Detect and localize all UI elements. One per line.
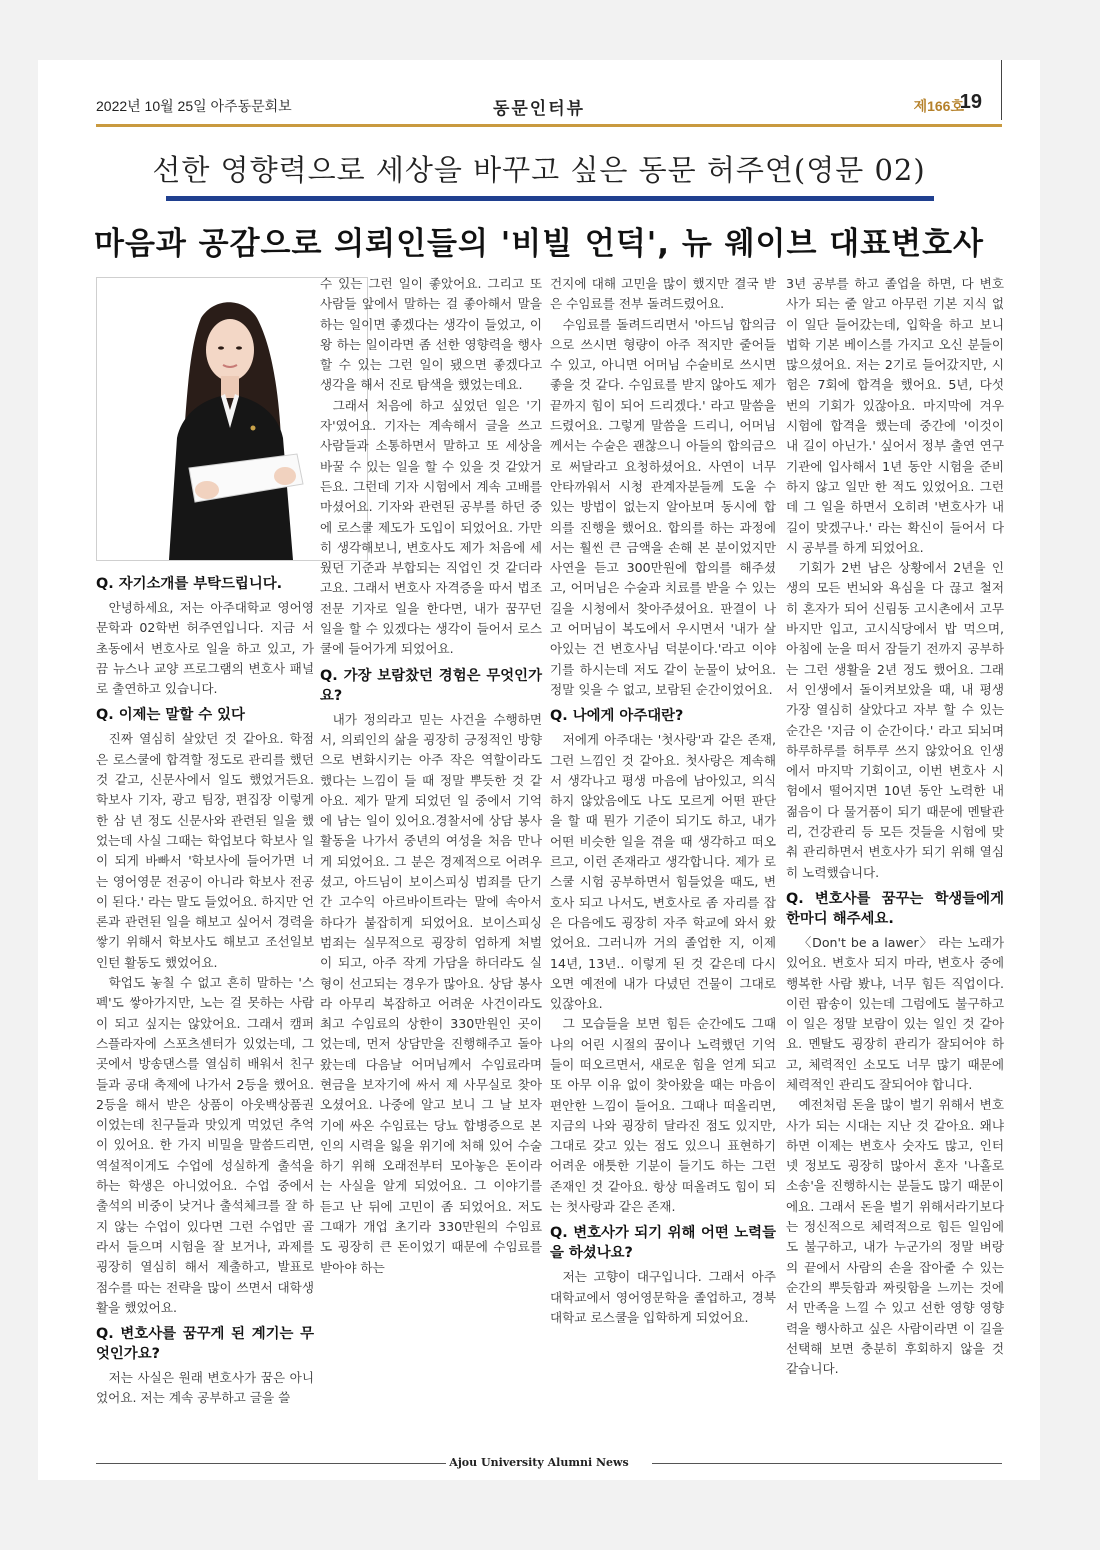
answer-paragraph: 저는 사실은 원래 변호사가 꿈은 아니었어요. 저는 계속 공부하고 글을 쓸	[96, 1370, 314, 1406]
question-heading: Q. 변호사를 꿈꾸게 된 계기는 무엇인가요?	[96, 1326, 314, 1363]
answer-paragraph: 그 모습들을 보면 힘든 순간에도 그때 나의 어린 시절의 꿈이나 노력했던 기억들이 떠오르면서, 새로운 힘을 얻게 되고 또 아무 이유 없이 찾아왔을 때는 마음이 편안한 느낌이 들어요. 그때나 떠올리면, 지금의 나와 굉장히 달라진 점도 있지만, 그대로 갖고 있는 점도 있으니 표현하기 어려운 애틋한 기분이 들기도 하는 그런 존재인 것 같아요. 항상 떠올려도 힘이 되는 첫사랑과 같은 존재.	[550, 1016, 776, 1215]
footer-publication: Ajou University Alumni News	[449, 1456, 629, 1469]
question-heading: Q. 나에게 아주대란?	[550, 708, 684, 725]
page-number: 19	[959, 91, 982, 113]
article-column-3	[550, 274, 776, 1328]
issue-number: 제166호	[913, 98, 964, 114]
answer-paragraph: 3년 공부를 하고 졸업을 하면, 다 변호사가 되는 줄 알고 아무런 기본 지식 없이 일단 들어갔는데, 입학을 하고 보니 법학 기본 베이스를 가지고 오신 분들이 많으셨어요. 저는 2기로 들어갔지만, 시험은 7회에 합격을 했어요. 5년, 다섯 번의 기회가 있잖아요. 마지막에 겨우 시험에 합격을 했는데 중간에 '이것이 내 길이 아닌가.' 싶어서 정부 출연 연구기관에 입사해서 1년 동안 시험을 준비하지 않고 일만 한 적도 있었어요. 그런데 그 일을 하면서 오히려 '변호사가 내 길이 맞겠구나.' 라는 확신이 들어서 다시 공부를 하게 되었어요.	[786, 276, 1004, 555]
answer-paragraph: 내가 정의라고 믿는 사건을 수행하면서, 의뢰인의 삶을 굉장히 긍정적인 방향으로 변화시키는 아주 작은 역할이라도 했다는 느낌이 들 때 정말 뿌듯한 것 같아요. 제가 맡게 되었던 일 중에서 기억에 남는 일이 있어요.경찰서에 상담 봉사활동을 나가서 중년의 여성을 처음 만나게 되었어요. 그 분은 경제적으로 어려우셨고, 아드님이 보이스피싱 범죄를 단기간 고수익 아르바이트라는 말에 속아서 하다가 붙잡히게 되었어요. 보이스피싱 범죄는 실무적으로 굉장히 엄하게 처벌이 되고, 아주 작게 가담을 하더라도 실형이 선고되는 경우가 많아요. 상담 봉사라 아무리 복잡하고 어려운 사건이라도 최고 수임료의 상한이 330만원인 곳이었는데, 먼저 상담만을 진행해주고 돌아왔는데 다음날 어머님께서 수임료라며 현금을 보자기에 싸서 제 사무실로 찾아오셨어요. 나중에 알고 보니 그 날 보자기에 싸온 수임료는 당뇨 합병증으로 본인의 시력을 잃을 위기에 처해 있어 수술하기 위해 오래전부터 모아놓은 돈이라는 사실을 알게 되었어요. 그 이야기를 듣고 난 뒤에 고민이 좀 되었어요. 저도 그때가 개업 초기라 330만원의 수임료도 굉장히 큰 돈이었기 때문에 수임료를 받아야 하는	[320, 711, 542, 1275]
answer-paragraph: 저는 고향이 대구입니다. 그래서 아주대학교에서 영어영문학을 졸업하고, 경북대학교 로스쿨을 입학하게 되었어요.	[550, 1269, 776, 1325]
title-rule	[166, 196, 934, 201]
header-rule	[96, 124, 1002, 127]
answer-paragraph: 학업도 놓칠 수 없고 흔히 말하는 '스펙'도 쌓아가지만, 노는 걸 못하는 사람이 되고 싶지는 않았어요. 그래서 캠퍼스플라자에 스포츠센터가 있었는데, 그곳에서 방송댄스를 열심히 배워서 친구들과 공대 축제에 나가서 2등을 했어요. 2등을 해서 받은 상품이 아웃백상품권이었는데 친구들과 맛있게 먹었던 추억이 있어요. 한 가지 비밀을 말씀드리면, 역설적이게도 수업에 성실하게 출석을 하는 학생은 아니었어요. 수업 중에서 출석의 비중이 낮거나 출석체크를 잘 하지 않는 수업이 있다면 그런 수업만 골라서 들으며 시험을 잘 보거나, 과제를 굉장히 열심히 해서 제출하고, 발표로 점수를 따는 전략을 많이 쓰면서 대학생활을 했었어요.	[96, 975, 314, 1315]
article-subtitle: 마음과 공감으로 의뢰인들의 '비빌 언덕', 뉴 웨이브 대표변호사	[94, 226, 984, 262]
question-heading: Q. 변호사가 되기 위해 어떤 노력들을 하셨나요?	[550, 1225, 776, 1262]
question-heading: Q. 변호사를 꿈꾸는 학생들에게 한마디 해주세요.	[786, 890, 1004, 927]
article-column-1	[96, 568, 314, 1409]
question-heading: Q. 이제는 말할 수 있다	[96, 707, 245, 724]
header-vertical-rule	[1001, 60, 1002, 120]
answer-paragraph: 예전처럼 돈을 많이 벌기 위해서 변호사가 되는 시대는 지난 것 같아요. 왜냐하면 이제는 변호사 숫자도 많고, 인터넷 정보도 굉장히 많아서 혼자 '나홀로 소송'을 진행하시는 분들도 많기 때문이에요. 그래서 돈을 벌기 위해서라기보다는 정신적으로 체력적으로 힘든 일임에도 불구하고, 내가 누군가의 정말 벼랑의 끝에서 사람의 손을 잡아줄 수 있는 순간의 뿌듯함과 짜릿함을 느끼는 것에서 만족을 느낄 수 있고 선한 영향 영향력을 행사하고 싶은 사람이라면 이 길을 선택해 보면 충분히 후회하지 않을 것 같습니다.	[786, 1097, 1004, 1377]
answer-paragraph: 〈Don't be a lawer〉 라는 노래가 있어요. 변호사 되지 마라, 변호사 중에 행복한 사람 봤냐, 너무 힘든 직업이다. 이런 팝송이 있는데 그럼에도 불구하고 이 일은 정말 보람이 있는 일인 것 같아요. 멘탈도 굉장히 관리가 잘되어야 하고, 체력적인 소모도 너무 많기 때문에 체력적인 관리도 잘되어야 합니다.	[786, 934, 1004, 1092]
answer-paragraph: 그래서 처음에 하고 싶었던 일은 '기자'였어요. 기자는 계속해서 글을 쓰고 사람들과 소통하면서 말하고 또 세상을 바꿀 수 있는 일을 할 수 있을 것 같았거든요. 그런데 기자 시험에서 계속 고배를 마셨어요. 기자와 관련된 공부를 하던 중에 로스쿨 제도가 도입이 되었어요. 가만히 생각해보니, 변호사도 제가 처음에 세웠던 기준과 부합되는 직업인 것 같더라고요. 그래서 변호사 자격증을 따서 법조 전문 기자로 일을 한다면, 내가 꿈꾸던 일을 할 수 있겠다는 생각이 들어서 로스쿨에 들어가게 되었어요.	[320, 397, 542, 657]
answer-paragraph: 건지에 대해 고민을 많이 했지만 결국 받은 수임료를 전부 돌려드렸어요.	[550, 276, 776, 312]
answer-paragraph: 안녕하세요, 저는 아주대학교 영어영문학과 02학번 허주연입니다. 지금 서초동에서 변호사로 일을 하고 있고, 가끔 뉴스나 교양 프로그램의 변호사 패널로 출연하고 있습니다.	[96, 600, 314, 697]
answer-paragraph: 수 있는 그런 일이 좋았어요. 그리고 또 사람들 앞에서 말하는 걸 좋아해서 말을 하는 일이면 좋겠다는 생각이 들었고, 이왕 하는 일이라면 좀 선한 영향력을 행사할 수 있는 그런 일이 됐으면 좋겠다고 생각을 해서 진로 탐색을 했었는데요.	[320, 276, 542, 393]
article-title: 선한 영향력으로 세상을 바꾸고 싶은 동문 허주연(영문 02)	[152, 153, 926, 187]
newspaper-page	[38, 60, 1040, 1480]
page-header	[96, 92, 982, 118]
section-title: 동문인터뷰	[492, 99, 586, 119]
issue-date: 2022년 10월 25일 아주동문회보	[96, 98, 292, 114]
answer-paragraph: 저에게 아주대는 '첫사랑'과 같은 존재, 그런 느낌인 것 같아요. 첫사랑은 계속해서 생각나고 평생 마음에 남아있고, 의식하지 않았음에도 나도 모르게 어떤 판단을 할 때 뭔가 기준이 되기도 하고, 내가 어떤 비슷한 일을 겪을 때 생각하고 떠오르고, 이런 존재라고 생각합니다. 제가 로스쿨 시험 공부하면서 힘들었을 때도, 변호사 되고 나서도, 변호사로 좀 자리를 잡은 다음에도 굉장히 자주 학교에 와서 왔었어요. 그러니까 거의 졸업한 지, 이제 14년, 13년.. 이렇게 된 것 같은데 다시 오면 예전에 내가 다녔던 건물이 그대로 있잖아요.	[550, 732, 776, 1012]
answer-paragraph: 진짜 열심히 살았던 것 같아요. 학점은 로스쿨에 합격할 정도로 관리를 했던 것 같고, 신문사에서 일도 했었거든요. 학보사 기자, 광고 팀장, 편집장 이렇게 한 삼 년 정도 신문사와 관련된 일을 했었는데 사실 그때는 학업보다 학보사 일이 되게 바빠서 '학보사에 들어가면 너는 영어영문 전공이 아니라 학보사 전공이 된다.' 라는 말도 들었어요. 하지만 언론과 관련된 일을 해보고 싶어서 경력을 쌓기 위해서 학보사도 해보고 조선일보 인턴 활동도 했었어요.	[96, 731, 314, 970]
answer-paragraph: 수임료를 돌려드리면서 '아드님 합의금으로 쓰시면 형량이 아주 적지만 줄어들 수 있고, 아니면 어머님 수술비로 쓰시면 좋을 것 같다. 수임료를 받지 않아도 제가 끝까지 힘이 되어 드리겠다.' 라고 말씀을 드렸어요. 그렇게 말씀을 드리니, 어머님께서는 수술은 괜찮으니 아들의 합의금으로 써달라고 요청하셨어요. 사연이 너무 안타까워서 시청 관계자분들께 도울 수 있는 방법이 없는지 알아보며 동시에 합의를 진행을 했어요. 합의를 하는 과정에서는 훨씬 큰 금액을 손해 본 분이었지만 사연을 듣고 300만원에 합의를 해주셨고, 어머님은 수술과 치료를 받을 수 있는 길을 시청에서 찾아주셨어요. 판결이 나고 어머님이 복도에서 우시면서 '내가 살아있는 건 변호사님 덕분이다.'라고 이야기를 하시는데 저도 같이 눈물이 났어요. 정말 잊을 수 없고, 보람된 순간이었어요.	[550, 316, 776, 697]
question-heading: Q. 자기소개를 부탁드립니다.	[96, 576, 283, 592]
article-column-2	[320, 274, 542, 1278]
answer-paragraph: 기회가 2번 남은 상황에서 2년을 인생의 모든 번뇌와 욕심을 다 끊고 철저히 혼자가 되어 신림동 고시촌에서 고무 바지만 입고, 고시식당에서 밥 먹으며, 아침에 눈을 떠서 잠들기 전까지 공부하는 그런 생활을 2년 정도 했어요. 그래서 인생에서 돌이켜보았을 때, 내 평생 가장 열심히 살았다고 자부 할 수 있는 순간은 '지금 이 순간이다.' 라고 되뇌며 하루하루를 허투루 쓰지 않았어요 인생에서 마지막 기회이고, 이번 변호사 시험에서 떨어지면 10년 동안 노력한 내 젊음이 다 물거품이 되기 때문에 멘탈관리, 건강관리 등 모든 것들을 시험에 맞춰 관리하면서 변호사가 되기 위해 열심히 노력했습니다.	[786, 560, 1004, 880]
article-column-4	[786, 274, 1004, 1379]
footer-rule-right	[652, 1463, 1002, 1464]
question-heading: Q. 가장 보람찼던 경험은 무엇인가요?	[320, 667, 542, 704]
